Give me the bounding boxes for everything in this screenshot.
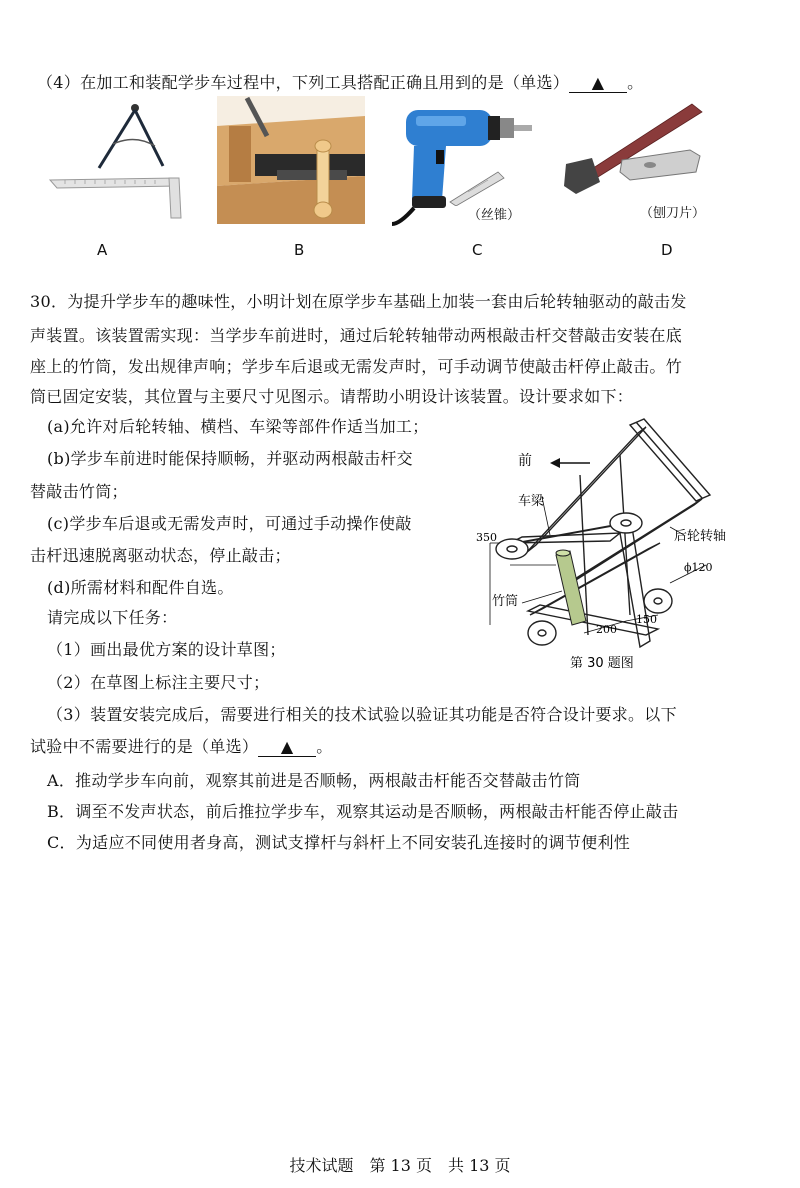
requirement-a: (a)允许对后轮转轴、横档、车梁等部件作适当加工； bbox=[47, 417, 429, 436]
tasks-title: 请完成以下任务： bbox=[47, 608, 178, 627]
axle-label: 后轮转轴 bbox=[674, 529, 727, 544]
requirement-d: (d)所需材料和配件自选。 bbox=[47, 578, 234, 597]
task-1: （1）画出最优方案的设计草图； bbox=[47, 640, 286, 659]
bench-vise-icon bbox=[217, 96, 365, 224]
dim-350-label: 350 bbox=[476, 531, 497, 544]
forward-label: 前 bbox=[518, 453, 532, 469]
task-3-cont bbox=[30, 734, 333, 757]
requirement-c: (c)学步车后退或无需发声时，可通过手动操作使敲 bbox=[47, 514, 412, 533]
option-c-image bbox=[392, 100, 542, 228]
task-3-cont-end: 。 bbox=[316, 737, 333, 756]
choice-a[interactable]: A．推动学步车向前，观察其前进是否顺畅，两根敲击杆能否交替敲击竹筒 bbox=[47, 771, 581, 790]
task-3-cont-text: 试验中不需要进行的是（单选） bbox=[30, 737, 259, 756]
task-2: （2）在草图上标注主要尺寸； bbox=[47, 673, 270, 692]
figure-caption: 第 30 题图 bbox=[570, 656, 634, 671]
option-c-caption: （丝锥） bbox=[468, 208, 521, 223]
option-d-label[interactable]: D bbox=[661, 241, 673, 259]
requirement-b-cont: 替敲击竹筒； bbox=[30, 482, 128, 501]
dim-phi-label: ϕ120 bbox=[684, 561, 713, 574]
q4-answer-blank[interactable]: ▲ bbox=[569, 74, 627, 93]
option-b-image bbox=[217, 96, 365, 224]
page-footer: 技术试题 第 13 页 共 13 页 bbox=[289, 1156, 511, 1175]
q30-intro-line-2: 声装置。该装置需实现：当学步车前进时，通过后轮转轴带动两根敲击杆交替敲击安装在底 bbox=[30, 326, 683, 345]
choice-c[interactable]: C．为适应不同使用者身高，测试支撑杆与斜杆上不同安装孔连接时的调节便利性 bbox=[47, 833, 631, 852]
dim-200-label: 200 bbox=[596, 623, 617, 636]
requirement-c-cont: 击杆迅速脱离驱动状态，停止敲击； bbox=[30, 546, 291, 565]
q30-intro-line-3: 座上的竹筒，发出规律声响；学步车后退或无需发声时，可手动调节使敲击杆停止敲击。竹 bbox=[30, 357, 683, 376]
tube-label: 竹筒 bbox=[492, 594, 519, 609]
option-b-label[interactable]: B bbox=[294, 241, 305, 259]
walker-figure bbox=[470, 415, 770, 680]
q30-intro-line-4: 筒已固定安装，其位置与主要尺寸见图示。请帮助小明设计该装置。设计要求如下： bbox=[30, 387, 634, 406]
q4-stem-text: （4）在加工和装配学步车过程中，下列工具搭配正确且用到的是（单选） bbox=[37, 73, 570, 92]
task-3: （3）装置安装完成后，需要进行相关的技术试验以验证其功能是否符合设计要求。以下 bbox=[47, 705, 677, 724]
dim-150-label: 150 bbox=[636, 613, 657, 626]
q30-answer-blank[interactable]: ▲ bbox=[258, 738, 316, 757]
option-a-image bbox=[45, 100, 185, 220]
walker-diagram bbox=[470, 415, 770, 680]
option-c-label[interactable]: C bbox=[472, 241, 483, 259]
q4-stem bbox=[37, 70, 643, 93]
compass-square-icon bbox=[45, 100, 185, 220]
option-a-label[interactable]: A bbox=[97, 241, 108, 259]
requirement-b: (b)学步车前进时能保持顺畅，并驱动两根敲击杆交 bbox=[47, 449, 413, 468]
option-d-caption: （刨刀片） bbox=[640, 206, 706, 221]
q30-intro-line-1: 30．为提升学步车的趣味性，小明计划在原学步车基础上加装一套由后轮转轴驱动的敲击发 bbox=[30, 292, 687, 311]
beam-label: 车梁 bbox=[518, 494, 545, 509]
tap-icon bbox=[448, 166, 508, 206]
q4-stem-end: 。 bbox=[627, 73, 644, 92]
choice-b[interactable]: B．调至不发声状态，前后推拉学步车，观察其运动是否顺畅，两根敲击杆能否停止敲击 bbox=[47, 802, 679, 821]
option-d-image bbox=[560, 100, 710, 222]
